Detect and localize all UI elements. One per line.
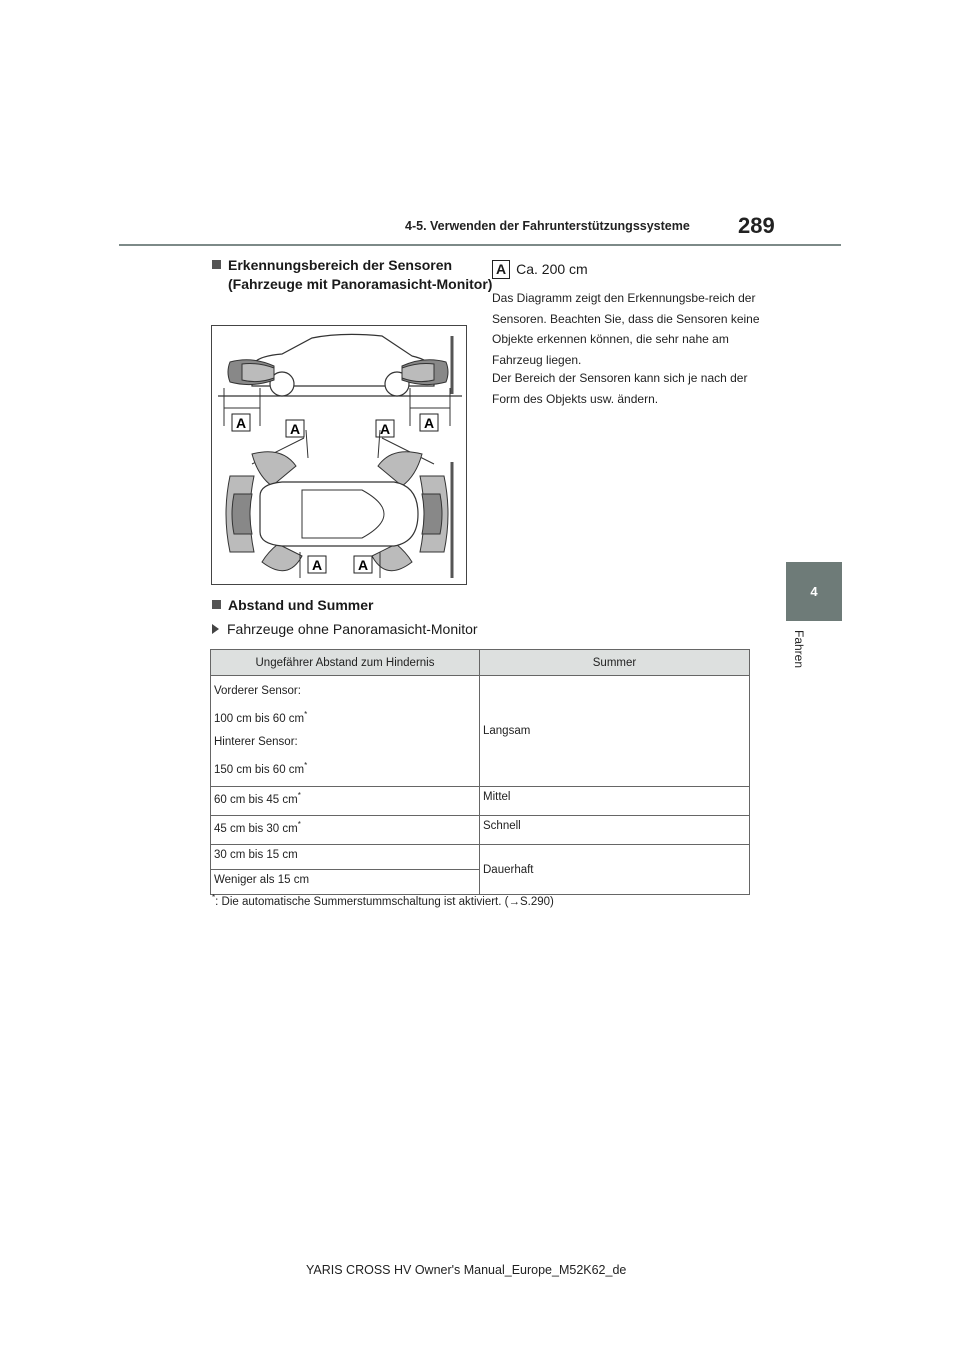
table-cell-distance: 45 cm bis 30 cm* <box>211 816 480 845</box>
diagram-label-a-2: A <box>289 421 301 437</box>
header-divider <box>119 244 841 246</box>
detection-heading <box>212 256 493 294</box>
distance-subheading <box>212 621 478 637</box>
table-header-buzzer: Summer <box>480 650 750 676</box>
table-cell-buzzer: Dauerhaft <box>480 845 750 895</box>
detection-heading-text: Erkennungsbereich der Sensoren (Fahrzeuge mit Panoramasicht-Monitor) <box>228 257 493 292</box>
chapter-number: 4 <box>810 584 818 599</box>
chapter-tab[interactable] <box>786 562 842 621</box>
distance-heading <box>212 596 373 615</box>
rear-sensor-label: Hinterer Sensor: <box>214 736 298 748</box>
table-cell-buzzer: Mittel <box>480 787 750 816</box>
table-header-row <box>211 650 750 676</box>
diagram-label-a-4: A <box>423 415 435 431</box>
legend-a <box>492 260 588 279</box>
section-title: 4-5. Verwenden der Fahrunterstützungssysteme <box>405 219 690 233</box>
detection-paragraph-1: Das Diagramm zeigt den Erkennungsbe-reich der Sensoren. Beachten Sie, dass die Sensoren keine Objekte erkennen können, die sehr nahe am Fahrzeug liegen. <box>492 291 760 367</box>
sensor-range-diagram <box>211 325 467 585</box>
distance-heading-text: Abstand und Summer <box>228 597 374 613</box>
front-sensor-range: 100 cm bis 60 cm* <box>214 710 308 725</box>
diagram-label-a-1: A <box>235 415 247 431</box>
table-cell-distance: 30 cm bis 15 cm <box>211 845 480 870</box>
table-row <box>211 787 750 816</box>
sensor-range-illustration <box>212 326 466 584</box>
distance-buzzer-table <box>210 649 750 895</box>
diagram-label-a-6: A <box>357 557 369 573</box>
table-header-distance: Ungefährer Abstand zum Hindernis <box>211 650 480 676</box>
table-footnote: *: Die automatische Summerstummschaltung ist aktiviert. (→S.290) <box>212 893 554 908</box>
triangle-bullet-icon <box>212 624 219 634</box>
table-row <box>211 676 750 787</box>
front-sensor-label: Vorderer Sensor: <box>214 685 301 697</box>
detection-paragraph-2: Der Bereich der Sensoren kann sich je nach der Form des Objekts usw. ändern. <box>492 371 748 406</box>
table-cell-distance: 60 cm bis 45 cm* <box>211 787 480 816</box>
table-cell-buzzer: Langsam <box>480 676 750 787</box>
page-number: 289 <box>738 213 775 238</box>
legend-letter: A <box>492 260 510 279</box>
table-cell-distance: Weniger als 15 cm <box>211 870 480 895</box>
table-cell-buzzer: Schnell <box>480 816 750 845</box>
footer-manual-id: YARIS CROSS HV Owner's Manual_Europe_M52K62_de <box>306 1263 627 1277</box>
square-bullet-icon <box>212 260 221 269</box>
distance-subheading-text: Fahrzeuge ohne Panoramasicht-Monitor <box>227 621 478 637</box>
chapter-label: Fahren <box>792 630 806 669</box>
square-bullet-icon <box>212 600 221 609</box>
legend-text: Ca. 200 cm <box>516 261 588 277</box>
diagram-label-a-5: A <box>311 557 323 573</box>
table-row <box>211 816 750 845</box>
table-row <box>211 845 750 870</box>
diagram-label-a-3: A <box>379 421 391 437</box>
rear-sensor-range: 150 cm bis 60 cm* <box>214 761 308 776</box>
table-cell-distance <box>211 676 480 787</box>
